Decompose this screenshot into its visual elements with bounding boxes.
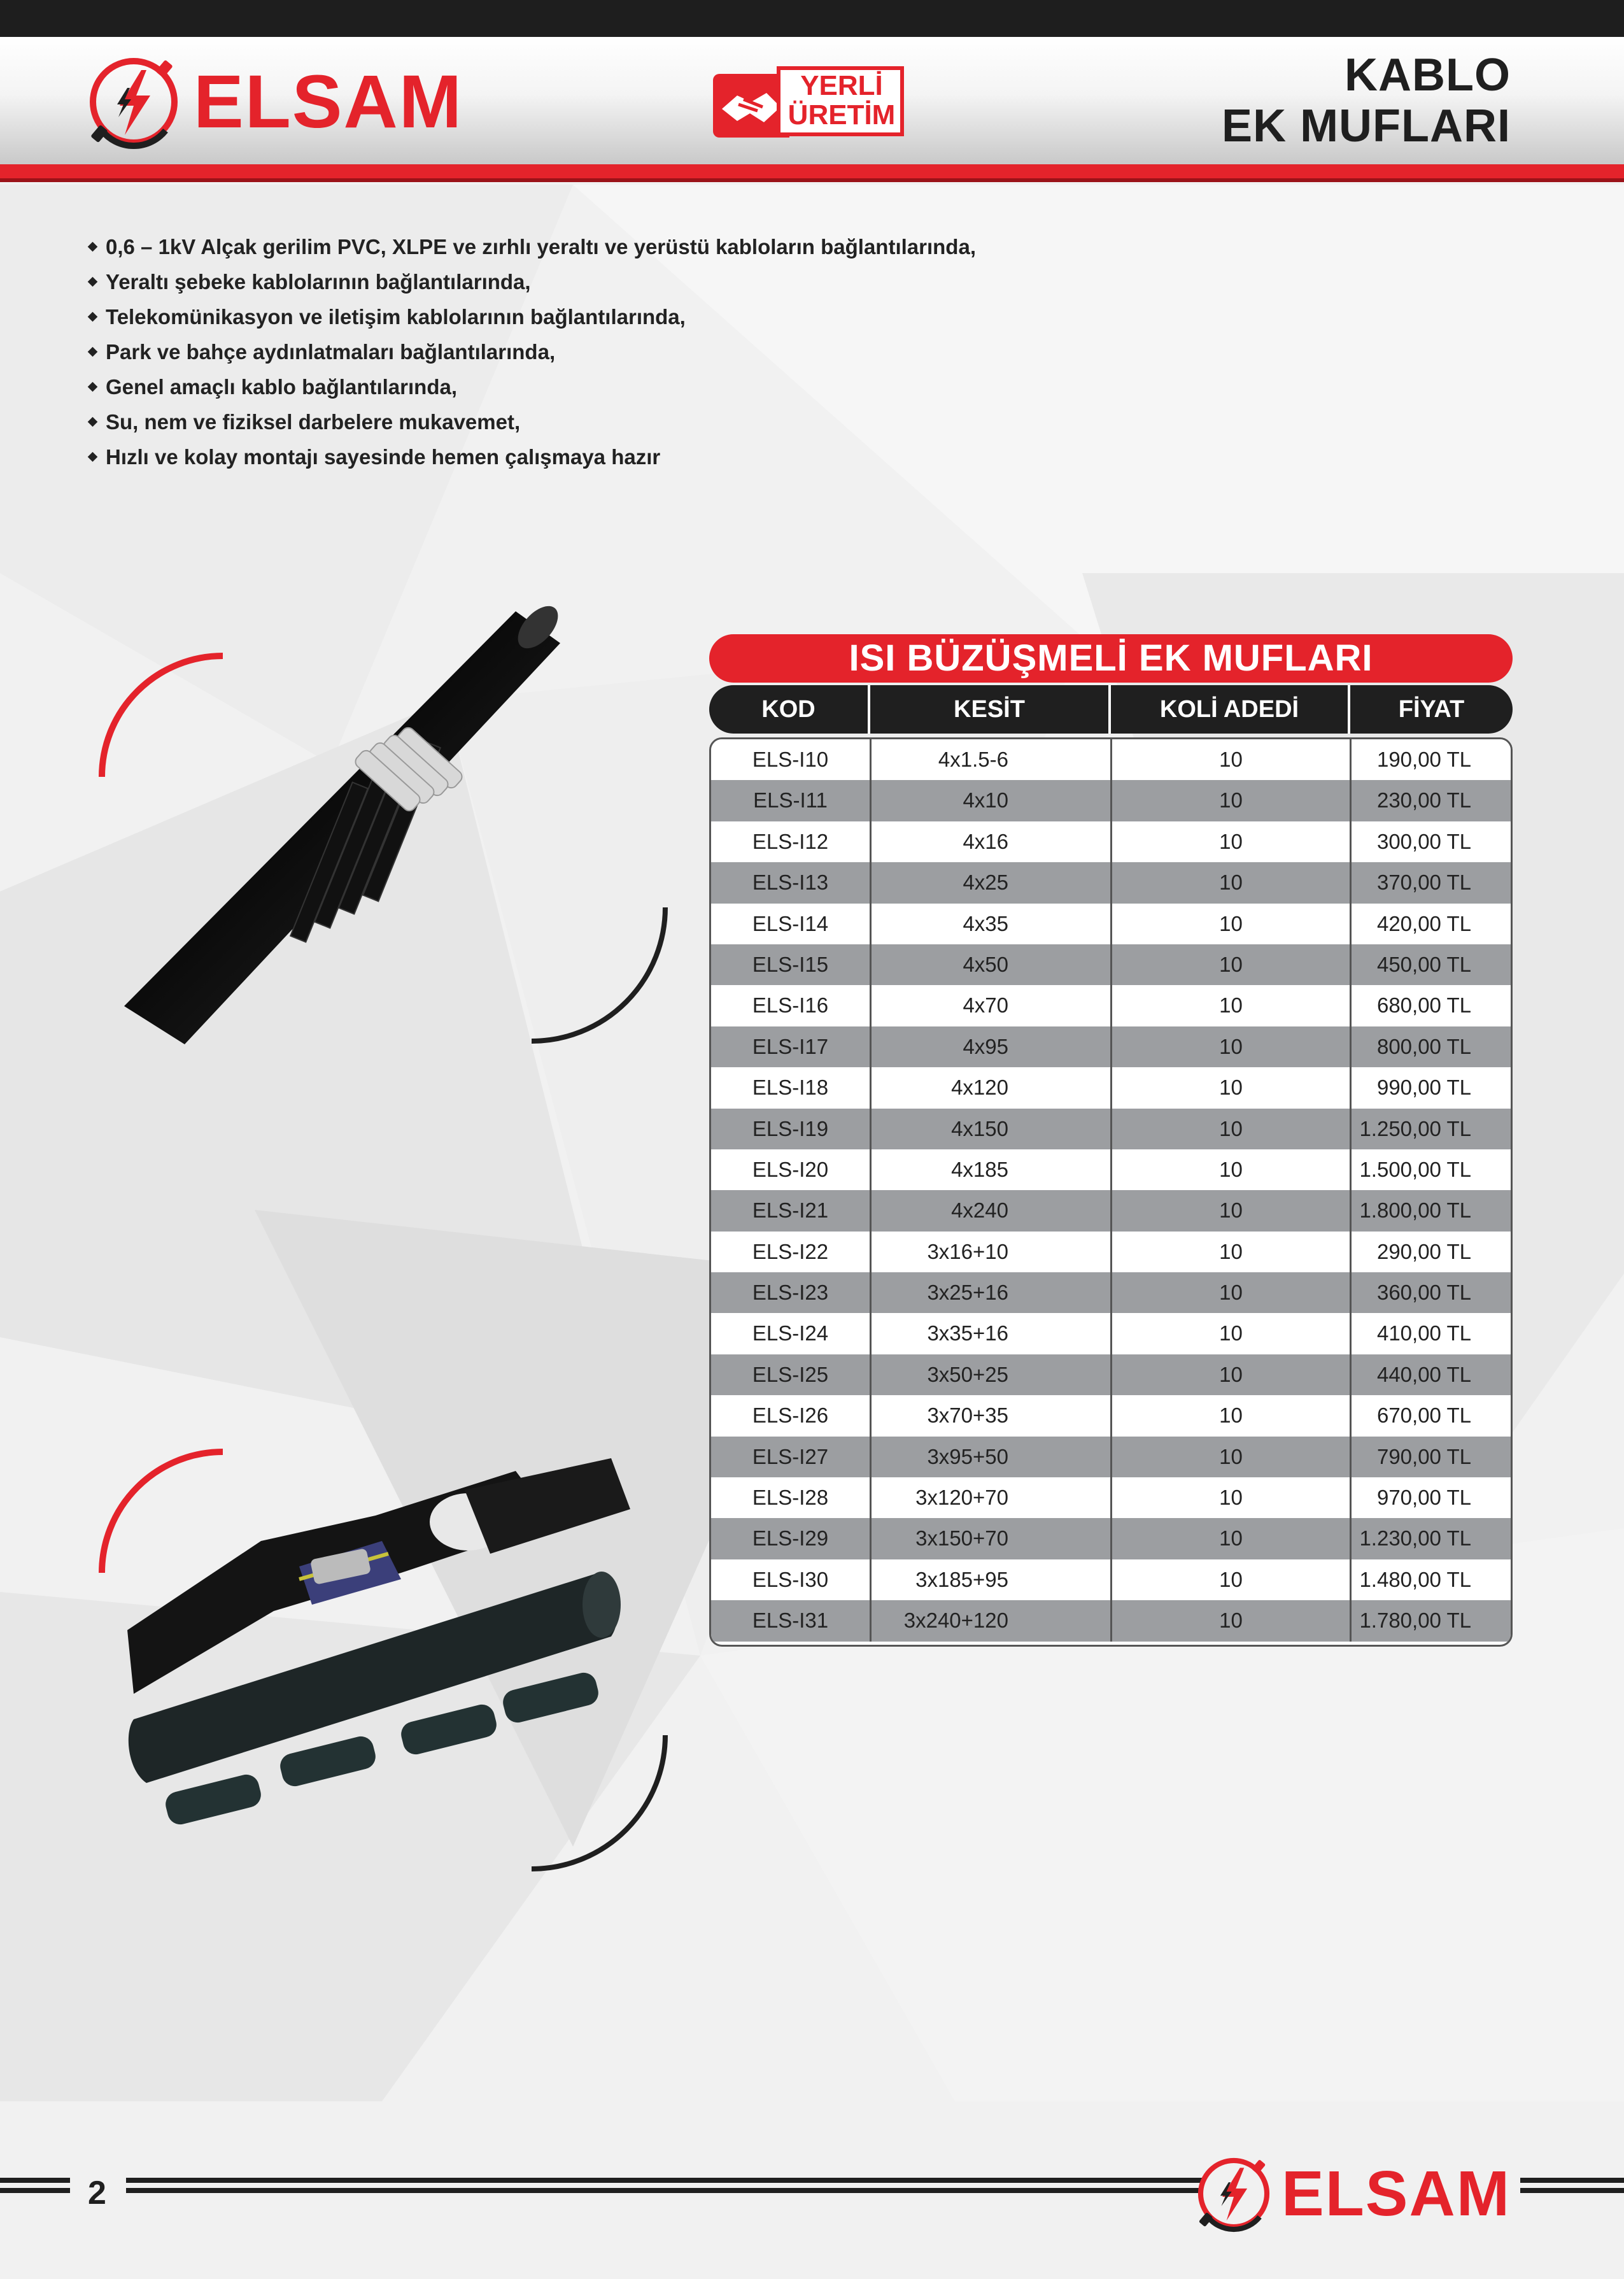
brand-logo	[83, 51, 463, 153]
cell-kod: ELS-I23	[711, 1272, 872, 1313]
cell-koli-adedi: 10	[1112, 1149, 1352, 1190]
footer-line-right-1	[1520, 2178, 1624, 2183]
header-fiyat: FİYAT	[1398, 696, 1465, 723]
cell-fiyat: 300,00 TL	[1376, 829, 1471, 853]
table-row	[711, 1518, 1511, 1559]
cell-kesit: 3x35+16	[872, 1313, 1112, 1354]
cell-kesit: 3x240+120	[872, 1600, 1112, 1641]
cell-kesit: 3x25+16	[872, 1272, 1112, 1313]
cell-koli-adedi: 10	[1112, 1354, 1352, 1395]
cell-fiyat: 970,00 TL	[1376, 1486, 1471, 1510]
page-title	[1222, 50, 1511, 152]
feature-item: Telekomünikasyon ve iletişim kablolarının bağlantılarında,	[88, 299, 976, 334]
bullet-diamond-icon	[88, 452, 98, 462]
cell-kod: ELS-I13	[711, 862, 872, 903]
feature-item: Genel amaçlı kablo bağlantılarında,	[88, 369, 976, 404]
bullet-diamond-icon	[88, 242, 98, 252]
badge-line-2: ÜRETİM	[787, 99, 896, 131]
cell-fiyat: 670,00 TL	[1376, 1403, 1471, 1428]
cell-fiyat: 990,00 TL	[1376, 1076, 1471, 1100]
cell-kesit: 3x150+70	[872, 1518, 1112, 1559]
title-line-2: EK MUFLARI	[1222, 101, 1511, 152]
feature-item: 0,6 – 1kV Alçak gerilim PVC, XLPE ve zırhlı yeraltı ve yerüstü kabloların bağlantılarında,	[88, 229, 976, 264]
bullet-diamond-icon	[88, 382, 98, 392]
table-row	[711, 1026, 1511, 1067]
cell-koli-adedi: 10	[1112, 821, 1352, 862]
cell-fiyat: 370,00 TL	[1376, 870, 1471, 895]
cell-fiyat: 450,00 TL	[1376, 952, 1471, 976]
cell-fiyat: 1.230,00 TL	[1359, 1526, 1471, 1551]
cell-koli-adedi: 10	[1112, 1067, 1352, 1108]
header-red-rule	[0, 164, 1624, 180]
lightning-plug-logo-icon	[1192, 2152, 1275, 2235]
table-row	[711, 1067, 1511, 1108]
table-row	[711, 1313, 1511, 1354]
table-row	[711, 904, 1511, 944]
product-photo-joint-kit	[108, 1452, 656, 1859]
cell-koli-adedi: 10	[1112, 1026, 1352, 1067]
cell-koli-adedi: 10	[1112, 1437, 1352, 1477]
cell-kesit: 4x95	[872, 1026, 1112, 1067]
footer-line-mid-2	[126, 2188, 1202, 2193]
cell-kesit: 3x70+35	[872, 1395, 1112, 1436]
cell-kod: ELS-I21	[711, 1190, 872, 1231]
cell-kod: ELS-I24	[711, 1313, 872, 1354]
footer-line-right-2	[1520, 2188, 1624, 2193]
badge-line-1: YERLİ	[800, 70, 883, 101]
table-row	[711, 1354, 1511, 1395]
bullet-diamond-icon	[88, 347, 98, 357]
product-photo-straight-joint	[108, 599, 592, 1057]
cell-koli-adedi: 10	[1112, 904, 1352, 944]
cell-kod: ELS-I11	[711, 780, 872, 821]
cell-kod: ELS-I28	[711, 1477, 872, 1518]
table-header	[709, 685, 1513, 734]
header-kesit: KESİT	[870, 685, 1111, 734]
price-table	[709, 737, 1513, 1647]
cell-kesit: 4x50	[872, 944, 1112, 985]
cell-koli-adedi: 10	[1112, 985, 1352, 1026]
table-row	[711, 1109, 1511, 1149]
cell-fiyat: 680,00 TL	[1376, 993, 1471, 1018]
table-row	[711, 1190, 1511, 1231]
feature-item: Park ve bahçe aydınlatmaları bağlantılarında,	[88, 334, 976, 369]
cell-koli-adedi: 10	[1112, 780, 1352, 821]
feature-item: Yeraltı şebeke kablolarının bağlantılarında,	[88, 264, 976, 299]
cell-koli-adedi: 10	[1112, 1395, 1352, 1436]
cell-kesit: 4x25	[872, 862, 1112, 903]
cell-kod: ELS-I29	[711, 1518, 872, 1559]
cell-kod: ELS-I12	[711, 821, 872, 862]
cell-kesit: 4x120	[872, 1067, 1112, 1108]
cell-kesit: 4x185	[872, 1149, 1112, 1190]
cell-kod: ELS-I15	[711, 944, 872, 985]
header-kod: KOD	[709, 685, 870, 734]
cell-fiyat: 190,00 TL	[1376, 748, 1471, 771]
bullet-diamond-icon	[88, 312, 98, 322]
local-production-badge	[713, 61, 910, 143]
feature-item: Hızlı ve kolay montajı sayesinde hemen çalışmaya hazır	[88, 439, 976, 474]
cell-koli-adedi: 10	[1112, 1190, 1352, 1231]
cell-fiyat: 420,00 TL	[1376, 911, 1471, 935]
table-row	[711, 1437, 1511, 1477]
cell-fiyat: 440,00 TL	[1376, 1362, 1471, 1386]
header-dark-rule	[0, 178, 1624, 182]
feature-list	[88, 229, 976, 474]
bullet-diamond-icon	[88, 277, 98, 287]
cell-fiyat: 800,00 TL	[1376, 1034, 1471, 1058]
cell-kesit: 3x50+25	[872, 1354, 1112, 1395]
cell-kesit: 3x95+50	[872, 1437, 1112, 1477]
cell-koli-adedi: 10	[1112, 862, 1352, 903]
cell-koli-adedi: 10	[1112, 1559, 1352, 1600]
table-row	[711, 780, 1511, 821]
footer-brand-name: ELSAM	[1282, 2157, 1511, 2229]
cell-koli-adedi: 10	[1112, 1518, 1352, 1559]
cell-fiyat: 290,00 TL	[1376, 1239, 1471, 1263]
footer-line-left-1	[0, 2178, 70, 2183]
bullet-diamond-icon	[88, 417, 98, 427]
cell-kesit: 4x70	[872, 985, 1112, 1026]
top-bar	[0, 0, 1624, 37]
table-row	[711, 1272, 1511, 1313]
feature-item: Su, nem ve fiziksel darbelere mukavemet,	[88, 404, 976, 439]
cell-kesit: 3x120+70	[872, 1477, 1112, 1518]
cell-kod: ELS-I18	[711, 1067, 872, 1108]
table-row	[711, 1559, 1511, 1600]
cell-kod: ELS-I10	[711, 739, 872, 780]
cell-koli-adedi: 10	[1112, 1272, 1352, 1313]
cell-kesit: 4x16	[872, 821, 1112, 862]
footer-line-left-2	[0, 2188, 70, 2193]
table-row	[711, 862, 1511, 903]
lightning-plug-logo-icon	[83, 51, 185, 153]
cell-fiyat: 1.800,00 TL	[1359, 1198, 1471, 1223]
table-row	[711, 1232, 1511, 1272]
cell-koli-adedi: 10	[1112, 1313, 1352, 1354]
table-title: ISI BÜZÜŞMELİ EK MUFLARI	[709, 634, 1513, 683]
table-row	[711, 1395, 1511, 1436]
brand-name: ELSAM	[194, 60, 463, 144]
title-line-1: KABLO	[1345, 50, 1511, 101]
cell-koli-adedi: 10	[1112, 1109, 1352, 1149]
cell-fiyat: 790,00 TL	[1376, 1444, 1471, 1468]
header-koli-adedi: KOLİ ADEDİ	[1111, 685, 1350, 734]
page-number: 2	[88, 2175, 106, 2212]
cell-kesit: 4x1.5-6	[872, 739, 1112, 780]
cell-kod: ELS-I25	[711, 1354, 872, 1395]
table-row	[711, 985, 1511, 1026]
cell-fiyat: 1.500,00 TL	[1359, 1157, 1471, 1181]
footer-line-mid-1	[126, 2178, 1202, 2183]
cell-koli-adedi: 10	[1112, 1600, 1352, 1641]
cell-kesit: 4x240	[872, 1190, 1112, 1231]
cell-kesit: 3x185+95	[872, 1559, 1112, 1600]
cell-kesit: 3x16+10	[872, 1232, 1112, 1272]
table-row	[711, 821, 1511, 862]
table-row	[711, 944, 1511, 985]
cell-kesit: 4x10	[872, 780, 1112, 821]
cell-fiyat: 1.250,00 TL	[1359, 1116, 1471, 1140]
cell-kod: ELS-I26	[711, 1395, 872, 1436]
table-row	[711, 1600, 1511, 1641]
cell-koli-adedi: 10	[1112, 1477, 1352, 1518]
cell-fiyat: 1.780,00 TL	[1359, 1608, 1471, 1633]
table-row	[711, 739, 1511, 780]
cell-koli-adedi: 10	[1112, 944, 1352, 985]
cell-kod: ELS-I22	[711, 1232, 872, 1272]
cell-kod: ELS-I31	[711, 1600, 872, 1641]
cell-koli-adedi: 10	[1112, 1232, 1352, 1272]
cell-kesit: 4x35	[872, 904, 1112, 944]
cell-kod: ELS-I14	[711, 904, 872, 944]
cell-fiyat: 230,00 TL	[1376, 788, 1471, 813]
cell-fiyat: 1.480,00 TL	[1359, 1567, 1471, 1591]
cell-fiyat: 410,00 TL	[1376, 1321, 1471, 1345]
cell-fiyat: 360,00 TL	[1376, 1281, 1471, 1305]
cell-koli-adedi: 10	[1112, 739, 1352, 780]
cell-kod: ELS-I16	[711, 985, 872, 1026]
table-row	[711, 1149, 1511, 1190]
table-row	[711, 1477, 1511, 1518]
cell-kesit: 4x150	[872, 1109, 1112, 1149]
cell-kod: ELS-I17	[711, 1026, 872, 1067]
cell-kod: ELS-I20	[711, 1149, 872, 1190]
cell-kod: ELS-I27	[711, 1437, 872, 1477]
cell-kod: ELS-I30	[711, 1559, 872, 1600]
cell-kod: ELS-I19	[711, 1109, 872, 1149]
footer-brand-logo	[1192, 2152, 1511, 2235]
